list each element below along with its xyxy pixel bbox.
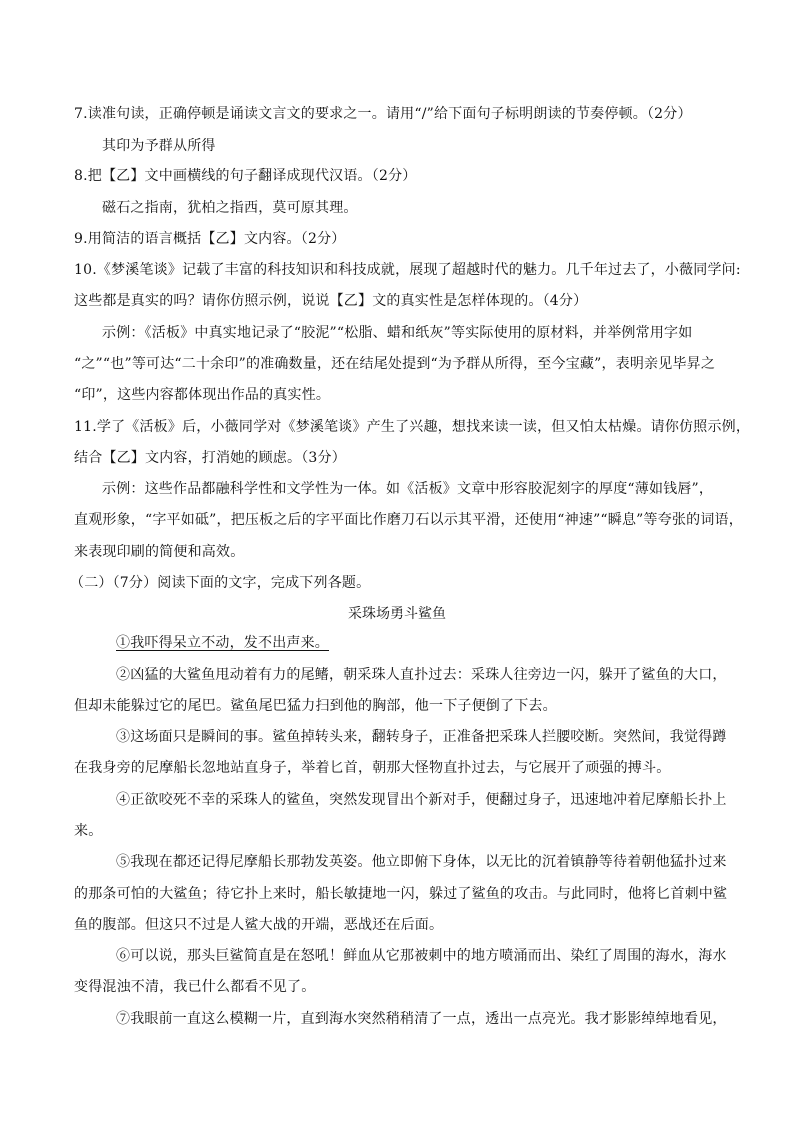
paragraph-5-line-1: ⑤我现在都还记得尼摩船长那勃发英姿。他立即俯下身体，以无比的沉着镇静等待着朝他猛扑过来 [116,854,727,870]
paragraph-1-underlined-text: ①我吓得呆立不动，发不出声来。 [116,635,329,651]
paragraph-5-line-2: 的那条可怕的大鲨鱼；待它扑上来时，船长敏捷地一闪，躲过了鲨鱼的攻击。与此同时，他将匕首刺中鲨 [74,886,728,902]
passage-title: 采珠场勇斗鲨鱼 [348,606,446,622]
paragraph-3-line-1: ③这场面只是瞬间的事。鲨鱼掉转头来，翻转身子，正准备把采珠人拦腰咬断。突然间，我觉得蹲 [116,729,727,745]
paragraph-2-line-1: ②凶猛的大鲨鱼甩动着有力的尾鳍，朝采珠人直扑过去：采珠人往旁边一闪，躲开了鲨鱼的大口， [116,667,727,683]
paragraph-3-line-2: 在我身旁的尼摩船长忽地站直身子，举着匕首，朝那大怪物直扑过去，与它展开了顽强的搏斗。 [74,760,671,776]
section-2-heading: （二）（7分）阅读下面的文字，完成下列各题。 [70,575,371,591]
question-10-example-line-1: 示例：《活板》中真实地记录了“胶泥”“松脂、蜡和纸灰”等实际使用的原材料，并举例常用字如 [102,325,693,341]
question-11-example-line-3: 来表现印刷的简便和高效。 [74,544,245,560]
paragraph-6-line-1: ⑥可以说，那头巨鲨简直是在怒吼！鲜血从它那被刺中的地方喷涌而出、染红了周围的海水，海水 [116,948,727,964]
paragraph-4-line-2: 来。 [74,823,103,839]
paragraph-6-line-2: 变得混浊不清，我已什么都看不见了。 [74,979,316,995]
question-8-sentence: 磁石之指南，犹柏之指西，莫可原其理。 [102,200,358,216]
question-9-prompt: 9.用简洁的语言概括【乙】文内容。（2分） [74,231,346,247]
paragraph-1 [116,633,724,653]
question-10-example-line-3: “印”，这些内容都体现出作品的真实性。 [74,387,331,403]
question-10-example-line-2: “之”“也”等可达“二十余印”的准确数量，还在结尾处提到“为予群从所得，至今宝藏”，表明亲见毕昇之 [74,356,716,372]
question-7-prompt: 7.读准句读，正确停顿是诵读文言文的要求之一。请用“/”给下面句子标明朗读的节奏停顿。（2分） [74,106,692,122]
paragraph-7-line-1: ⑦我眼前一直这么模糊一片，直到海水突然稍稍清了一点，透出一点亮光。我才影影绰绰地看见， [116,1011,727,1027]
paragraph-5-line-3: 鱼的腹部。但这只不过是人鲨大战的开端，恶战还在后面。 [74,917,444,933]
paragraph-2-line-2: 但却未能躲过它的尾巴。鲨鱼尾巴猛力扫到他的胸部，他一下子便倒了下去。 [74,698,557,714]
question-11-example-line-1: 示例：这些作品都融科学性和文学性为一体。如《活板》文章中形容胶泥刻字的厚度“薄如钱唇”， [102,481,714,497]
question-11-prompt-line-2: 结合【乙】文内容，打消她的顾虑。（3分） [74,450,346,466]
question-11-example-line-2: 直观形象，“字平如砥”，把压板之后的字平面比作磨刀石以示其平滑，还使用“神速”“瞬息”等夸张的词语， [74,512,743,528]
question-8-prompt: 8.把【乙】文中画横线的句子翻译成现代汉语。（2分） [74,168,417,184]
question-10-prompt-line-2: 这些都是真实的吗？请你仿照示例，说说【乙】文的真实性是怎样体现的。（4分） [74,293,588,309]
question-7-sentence: 其印为予群从所得 [102,138,216,154]
question-11-prompt-line-1: 11.学了《活板》后，小薇同学对《梦溪笔谈》产生了兴趣，想找来读一读，但又怕太枯燥。请你仿照示例， [74,419,751,435]
paragraph-4-line-1: ④正欲咬死不幸的采珠人的鲨鱼，突然发现冒出个新对手，便翻过身子，迅速地冲着尼摩船长扑上 [116,792,727,808]
question-10-prompt-line-1: 10.《梦溪笔谈》记载了丰富的科技知识和科技成就，展现了超越时代的魅力。几千年过去了，小薇同学问: [74,262,741,278]
